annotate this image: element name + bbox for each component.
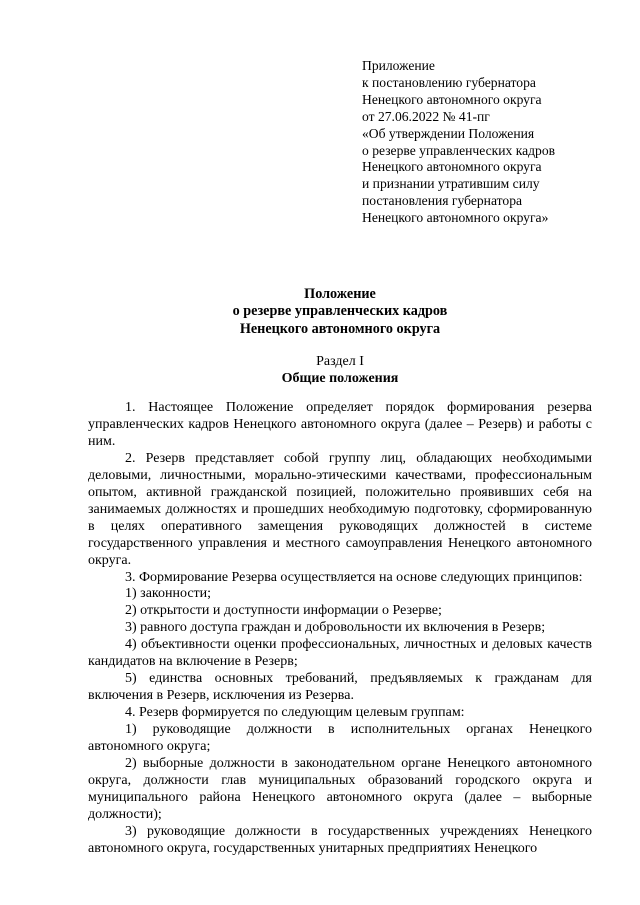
document-title: [88, 286, 592, 338]
appendix-line: «Об утверждении Положения: [362, 125, 535, 141]
section-title: Общие положения: [281, 371, 399, 386]
appendix-line: от 27.06.2022 № 41-пг: [362, 108, 490, 124]
paragraph: 4. Резерв формируется по следующим целевым группам:: [125, 705, 465, 721]
list-item: 1) руководящие должности в исполнительных органах Ненецкого автономного округа;: [88, 722, 592, 755]
appendix-line: Ненецкого автономного округа: [362, 91, 542, 107]
appendix-line: Приложение: [362, 58, 435, 73]
paragraph: 1. Настоящее Положение определяет порядок формирования резерва управленческих кадров Ненецкого автономного округа (далее – Резерв) и работы с ним.: [88, 400, 592, 449]
list-item: 2) открытости и доступности информации о Резерве;: [125, 603, 442, 619]
appendix-line: Ненецкого автономного округа»: [362, 210, 549, 226]
appendix-line: и признании утратившим силу: [362, 176, 540, 192]
appendix-line: о резерве управленческих кадров: [362, 142, 556, 158]
appendix-line: постановления губернатора: [362, 193, 523, 209]
section-number: Раздел I: [316, 354, 364, 369]
list-item: 4) объективности оценки профессиональных, личностных и деловых качеств кандидатов на включение в Резерв;: [88, 637, 592, 670]
list-item: 2) выборные должности в законодательном органе Ненецкого автономного округа, должности глав муниципальных образований городского округа и муниципального района Ненецкого автономного округа (далее – выборные должности);: [88, 756, 592, 822]
appendix-header: [362, 58, 622, 227]
paragraph: 3. Формирование Резерва осуществляется на основе следующих принципов:: [125, 569, 583, 585]
title-line: Ненецкого автономного округа: [239, 320, 441, 337]
paragraph: 2. Резерв представляет собой группу лиц, обладающих необходимыми деловыми, личностными, морально-этическими качествами, профессиональным опытом, активной гражданской позицией, положительно проявивших себя на занимаемых должностях и прошедших необходимую подготовку, сформированную в целях оперативного замещения руководящих должностей в системе государственного управления и местного самоуправления Ненецкого автономного округа.: [88, 450, 592, 568]
document-body: [88, 400, 592, 858]
appendix-line: к постановлению губернатора: [362, 74, 536, 90]
title-line: Положение: [304, 286, 376, 302]
list-item: 3) руководящие должности в государственных учреждениях Ненецкого автономного округа, государственных унитарных предприятиях Ненецкого: [88, 823, 592, 856]
title-line: о резерве управленческих кадров: [232, 303, 448, 320]
list-item: 5) единства основных требований, предъявляемых к гражданам для включения в Резерв, исключения из Резерва.: [88, 671, 592, 704]
list-item: 3) равного доступа граждан и добровольности их включения в Резерв;: [125, 620, 546, 636]
list-item: 1) законности;: [125, 586, 212, 602]
appendix-line: Ненецкого автономного округа: [362, 159, 542, 175]
